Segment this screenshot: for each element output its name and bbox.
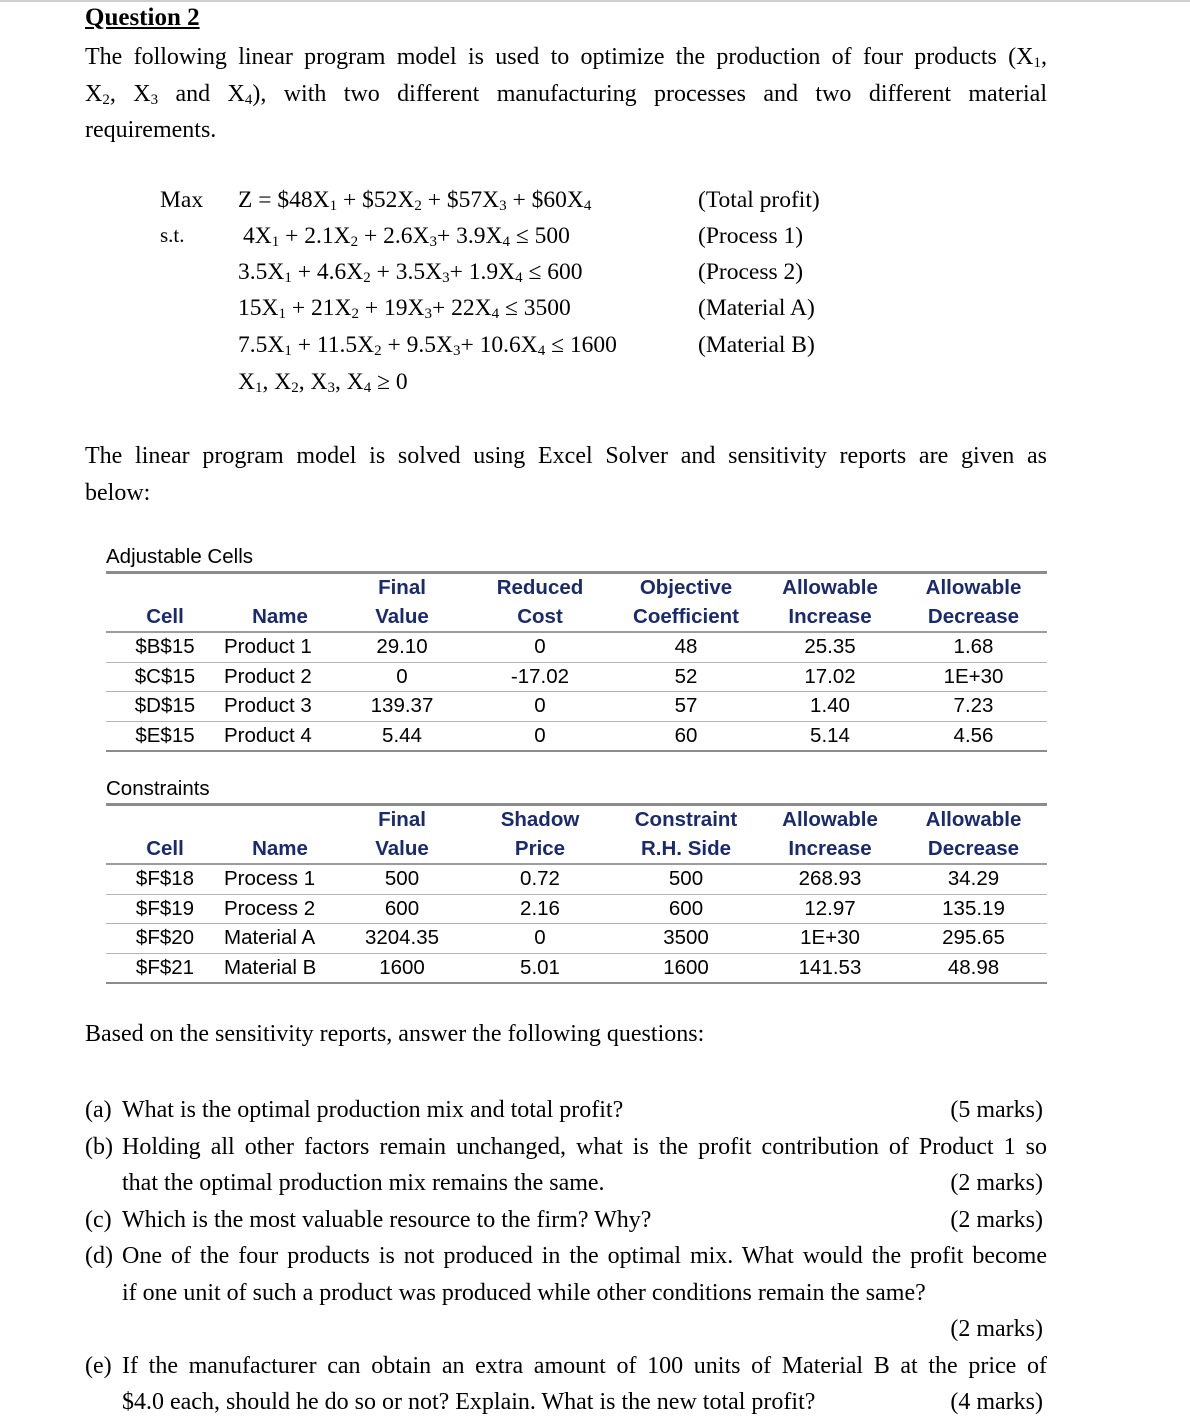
header-cell (224, 806, 336, 835)
table-header-row (106, 806, 1047, 835)
question-text: One of the four products is not produced in the optimal mix. What would the profit become (122, 1243, 1047, 1269)
cell-ref: $F$20 (106, 924, 224, 954)
table-header-row (106, 603, 1047, 633)
question-label: (d) (85, 1243, 113, 1269)
shadow-price: 0.72 (468, 864, 612, 894)
allowable-increase: 1E+30 (760, 924, 900, 954)
cell-name: Material A (224, 924, 336, 954)
question-text: if one unit of such a product was produced while other conditions remain the same? (122, 1279, 926, 1306)
header-cell (106, 806, 224, 835)
header-cell (106, 574, 224, 603)
allowable-decrease: 4.56 (900, 721, 1047, 751)
allowable-increase: 12.97 (760, 894, 900, 924)
table-row (106, 864, 1047, 894)
header-cell: Allowable (782, 576, 878, 599)
questions-list (85, 1092, 1047, 1418)
allowable-increase: 268.93 (760, 864, 900, 894)
header-cell: Name (224, 835, 336, 865)
objective-coefficient: 60 (612, 721, 760, 751)
question-e-cont (85, 1384, 1047, 1421)
allowable-decrease: 1E+30 (900, 662, 1047, 692)
question-c (85, 1202, 1047, 1239)
constraint-expr: $4X_1 + 2.1X_2 + 2.6X_3+ 3.9X_4 \le 500$ (243, 223, 570, 250)
header-cell: Allowable (782, 808, 878, 831)
header-cell: Allowable (925, 576, 1022, 599)
objective-coefficient: 48 (612, 632, 760, 662)
allowable-decrease: 48.98 (900, 953, 1047, 983)
final-value: 0 (336, 662, 468, 692)
question-text: Holding all other factors remain unchanged, what is the profit contribution of Product 1 so (122, 1133, 1047, 1160)
question-a (85, 1092, 1047, 1129)
constraint-rhs: 500 (612, 864, 760, 894)
cell-ref: $B$15 (106, 632, 224, 662)
constraint-rhs: 600 (612, 894, 760, 924)
question-b (85, 1129, 1047, 1166)
objective-note: (Total profit) (698, 187, 820, 213)
final-value: 600 (336, 894, 468, 924)
header-cell: Increase (760, 835, 900, 865)
allowable-decrease: 1.68 (900, 632, 1047, 662)
cell-ref: $E$15 (106, 721, 224, 751)
objective-coefficient: 57 (612, 692, 760, 722)
final-value: 139.37 (336, 692, 468, 722)
header-cell: Constraint (634, 808, 738, 831)
reduced-cost: 0 (468, 721, 612, 751)
intro-line: requirements. (85, 117, 217, 143)
cell-name: Product 4 (224, 721, 336, 751)
final-value: 29.10 (336, 632, 468, 662)
header-cell: Cell (106, 603, 224, 633)
question-d (85, 1238, 1047, 1275)
header-cell: R.H. Side (612, 835, 760, 865)
header-cell: Cost (468, 603, 612, 633)
question-marks: (5 marks) (950, 1097, 1043, 1123)
shadow-price: 2.16 (468, 894, 612, 924)
header-cell: Coefficient (612, 603, 760, 633)
constraints-title: Constraints (106, 777, 210, 800)
question-text: that the optimal production mix remains the same. (122, 1170, 605, 1196)
header-cell: Name (224, 603, 336, 633)
final-value: 5.44 (336, 721, 468, 751)
question-text: Which is the most valuable resource to the firm? Why? (122, 1206, 652, 1233)
shadow-price: 0 (468, 924, 612, 954)
table-row (106, 894, 1047, 924)
question-e (85, 1348, 1047, 1385)
question-marks: (2 marks) (950, 1316, 1043, 1342)
max-label: Max (160, 187, 204, 213)
based-on-text: Based on the sensitivity reports, answer the following questions: (85, 1021, 705, 1047)
intro-line: $X_2$, $X_3$ and $X_4$), with two different manufacturing processes and two different material (85, 80, 1048, 108)
question-text: If the manufacturer can obtain an extra amount of 100 units of Material B at the price of (122, 1352, 1047, 1379)
cell-ref: $F$21 (106, 953, 224, 983)
st-label: s.t. (160, 223, 185, 247)
reduced-cost: 0 (468, 632, 612, 662)
top-divider-line (0, 0, 1190, 2)
question-label: (b) (85, 1133, 113, 1160)
question-d-marks-row (85, 1311, 1047, 1348)
header-cell: Decrease (900, 603, 1047, 633)
header-cell: Value (336, 835, 468, 865)
header-cell: Decrease (900, 835, 1047, 865)
constraint-rhs: 3500 (612, 924, 760, 954)
cell-ref: $C$15 (106, 662, 224, 692)
table-row (106, 924, 1047, 954)
header-cell: Increase (760, 603, 900, 633)
allowable-increase: 5.14 (760, 721, 900, 751)
cell-name: Process 2 (224, 894, 336, 924)
cell-ref: $F$19 (106, 894, 224, 924)
header-cell (224, 574, 336, 603)
cell-name: Process 1 (224, 864, 336, 894)
header-cell: Value (336, 603, 468, 633)
solver-line: below: (85, 479, 151, 506)
table-row (106, 662, 1047, 692)
header-cell: Final (378, 576, 426, 599)
header-cell: Reduced (496, 576, 584, 599)
allowable-increase: 25.35 (760, 632, 900, 662)
cell-name: Material B (224, 953, 336, 983)
constraint-note: (Material A) (698, 295, 815, 321)
question-text: What is the optimal production mix and total profit? (122, 1097, 624, 1123)
nonnegativity: $X_1$, $X_2$, $X_3$, $X_4 \ge 0$ (238, 369, 408, 396)
table-row (106, 721, 1047, 751)
allowable-increase: 17.02 (760, 662, 900, 692)
constraint-note: (Process 2) (698, 259, 804, 285)
allowable-decrease: 34.29 (900, 864, 1047, 894)
constraint-expr: $15X_1 + 21X_2 + 19X_3+ 22X_4 \le 3500$ (238, 295, 571, 322)
constraint-rhs: 1600 (612, 953, 760, 983)
question-title: Question 2 (85, 4, 200, 31)
header-cell: Final (378, 808, 426, 831)
header-cell: Cell (106, 835, 224, 865)
cell-ref: $D$15 (106, 692, 224, 722)
cell-name: Product 1 (224, 632, 336, 662)
cell-name: Product 3 (224, 692, 336, 722)
question-marks: (2 marks) (950, 1206, 1043, 1233)
allowable-increase: 1.40 (760, 692, 900, 722)
constraint-note: (Material B) (698, 332, 815, 358)
table-header-row (106, 574, 1047, 603)
question-label: (a) (85, 1097, 112, 1123)
allowable-increase: 141.53 (760, 953, 900, 983)
objective-coefficient: 52 (612, 662, 760, 692)
table-row (106, 632, 1047, 662)
question-label: (c) (85, 1206, 112, 1233)
allowable-decrease: 295.65 (900, 924, 1047, 954)
header-cell: Objective (639, 576, 733, 599)
solver-line: The linear program model is solved using Excel Solver and sensitivity reports are given as (85, 443, 1047, 469)
question-marks: (2 marks) (950, 1170, 1043, 1196)
adjustable-cells-title: Adjustable Cells (106, 545, 253, 568)
reduced-cost: -17.02 (468, 662, 612, 692)
final-value: 1600 (336, 953, 468, 983)
question-text: $4.0 each, should he do so or not? Explain. What is the new total profit? (122, 1389, 816, 1415)
header-cell: Price (468, 835, 612, 865)
cell-name: Product 2 (224, 662, 336, 692)
question-label: (e) (85, 1352, 112, 1379)
objective-function: $Z = \$48X_1$ + $\$52X_2$ + $\$57X_3$ + $\$60X_4$ (238, 187, 592, 214)
header-cell: Shadow (500, 808, 580, 831)
shadow-price: 5.01 (468, 953, 612, 983)
solver-paragraph (85, 438, 1047, 511)
constraint-expr: $7.5X_1 + 11.5X_2 + 9.5X_3+ 10.6X_4 \le 1600$ (238, 332, 617, 359)
table-header-row (106, 835, 1047, 865)
allowable-decrease: 7.23 (900, 692, 1047, 722)
question-b-cont (85, 1165, 1047, 1202)
reduced-cost: 0 (468, 692, 612, 722)
adjustable-cells-table (106, 574, 1047, 752)
constraint-note: (Process 1) (698, 223, 804, 249)
header-cell: Allowable (925, 808, 1022, 831)
table-row (106, 692, 1047, 722)
table-row (106, 953, 1047, 983)
final-value: 3204.35 (336, 924, 468, 954)
question-marks: (4 marks) (950, 1389, 1043, 1415)
final-value: 500 (336, 864, 468, 894)
question-d-cont (85, 1275, 1047, 1312)
allowable-decrease: 135.19 (900, 894, 1047, 924)
constraints-table (106, 806, 1047, 984)
cell-ref: $F$18 (106, 864, 224, 894)
intro-line: The following linear program model is used to optimize the production of four products ($X_1$, (85, 44, 1047, 71)
intro-paragraph (85, 39, 1047, 149)
constraint-expr: $3.5X_1 + 4.6X_2 + 3.5X_3+ 1.9X_4 \le 600$ (238, 259, 583, 286)
